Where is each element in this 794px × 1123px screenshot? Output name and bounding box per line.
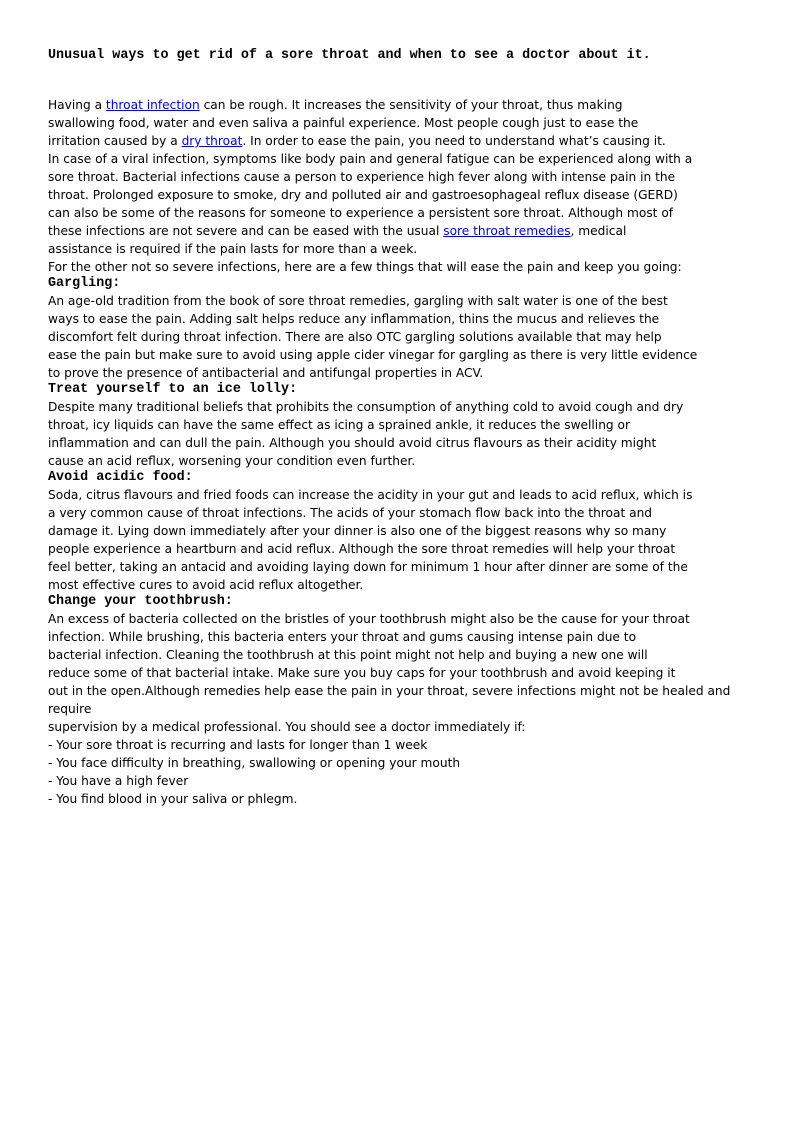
sore-throat-remedies-link[interactable]: sore throat remedies [443,224,571,238]
paragraph-line: bacterial infection. Cleaning the toothbrush at this point might not help and buying a new one will [48,648,648,662]
paragraph-line: inflammation and can dull the pain. Although you should avoid citrus flavours as their acidity might [48,436,657,450]
paragraph-line: a very common cause of throat infections. The acids of your stomach flow back into the throat and [48,506,653,520]
paragraph-line: feel better, taking an antacid and avoiding laying down for minimum 1 hour after dinner are some of the [48,560,688,574]
paragraph-line: throat, icy liquids can have the same effect as icing a sprained ankle, it reduces the swelling or [48,418,631,432]
throat-infection-link[interactable]: throat infection [105,98,200,112]
intro-line: sore throat. Bacterial infections cause a person to experience high fever along with intense pain in the [48,170,676,184]
section-heading-gargling: Gargling: [48,276,121,291]
intro-line: can also be some of the reasons for someone to experience a persistent sore throat. Although most of [48,206,674,220]
section-heading-ice-lolly: Treat yourself to an ice lolly: [48,382,298,397]
paragraph-line: out in the open.Although remedies help ease the pain in your throat, severe infections might not be healed and [48,684,731,698]
text-span: . In order to ease the pain, you need to understand what’s causing it. [242,134,666,148]
intro-line: For the other not so severe infections, here are a few things that will ease the pain and keep you going: [48,260,682,274]
text-span: Having a [48,98,106,112]
paragraph-line: reduce some of that bacterial intake. Make sure you buy caps for your toothbrush and avoid keeping it [48,666,676,680]
intro-line [48,132,748,150]
paragraph-line: An excess of bacteria collected on the bristles of your toothbrush might also be the cause for your throat [48,612,690,626]
intro-line [48,222,748,240]
paragraph-line: supervision by a medical professional. You should see a doctor immediately if: [48,720,526,734]
intro-line: In case of a viral infection, symptoms like body pain and general fatigue can be experienced along with a [48,152,693,166]
article-body [48,96,748,808]
section-heading-acidic-food: Avoid acidic food: [48,470,193,485]
page-title: Unusual ways to get rid of a sore throat and when to see a doctor about it. [48,48,651,63]
paragraph-line: cause an acid reflux, worsening your condition even further. [48,454,416,468]
dry-throat-link[interactable]: dry throat [181,134,243,148]
paragraph-line: discomfort felt during throat infection. There are also OTC gargling solutions available that may help [48,330,662,344]
list-item: - You have a high fever [48,774,189,788]
paragraph-line: An age-old tradition from the book of sore throat remedies, gargling with salt water is one of the best [48,294,668,308]
paragraph-line: damage it. Lying down immediately after your dinner is also one of the biggest reasons why so many [48,524,667,538]
intro-line: assistance is required if the pain lasts for more than a week. [48,242,418,256]
text-span: can be rough. It increases the sensitivity of your throat, thus making [199,98,623,112]
paragraph-line: Despite many traditional beliefs that prohibits the consumption of anything cold to avoid cough and dry [48,400,684,414]
paragraph-line: most effective cures to avoid acid reflux altogether. [48,578,364,592]
text-span: , medical [570,224,627,238]
paragraph-line: require [48,702,92,716]
list-item: - You find blood in your saliva or phlegm. [48,792,298,806]
paragraph-line: infection. While brushing, this bacteria enters your throat and gums causing intense pain due to [48,630,637,644]
intro-line: throat. Prolonged exposure to smoke, dry and polluted air and gastroesophageal reflux disease (GERD) [48,188,678,202]
paragraph-line: ease the pain but make sure to avoid using apple cider vinegar for gargling as there is very little evidence [48,348,698,362]
section-heading-toothbrush: Change your toothbrush: [48,594,233,609]
paragraph-line: ways to ease the pain. Adding salt helps reduce any inflammation, thins the mucus and relieves the [48,312,660,326]
intro-line [48,96,748,114]
text-span: these infections are not severe and can be eased with the usual [48,224,444,238]
list-item: - You face difficulty in breathing, swallowing or opening your mouth [48,756,461,770]
paragraph-line: people experience a heartburn and acid reflux. Although the sore throat remedies will help your throat [48,542,676,556]
intro-line: swallowing food, water and even saliva a painful experience. Most people cough just to ease the [48,116,639,130]
paragraph-line: to prove the presence of antibacterial and antifungal properties in ACV. [48,366,484,380]
paragraph-line: Soda, citrus flavours and fried foods can increase the acidity in your gut and leads to acid reflux, which is [48,488,693,502]
list-item: - Your sore throat is recurring and lasts for longer than 1 week [48,738,428,752]
text-span: irritation caused by a [48,134,182,148]
